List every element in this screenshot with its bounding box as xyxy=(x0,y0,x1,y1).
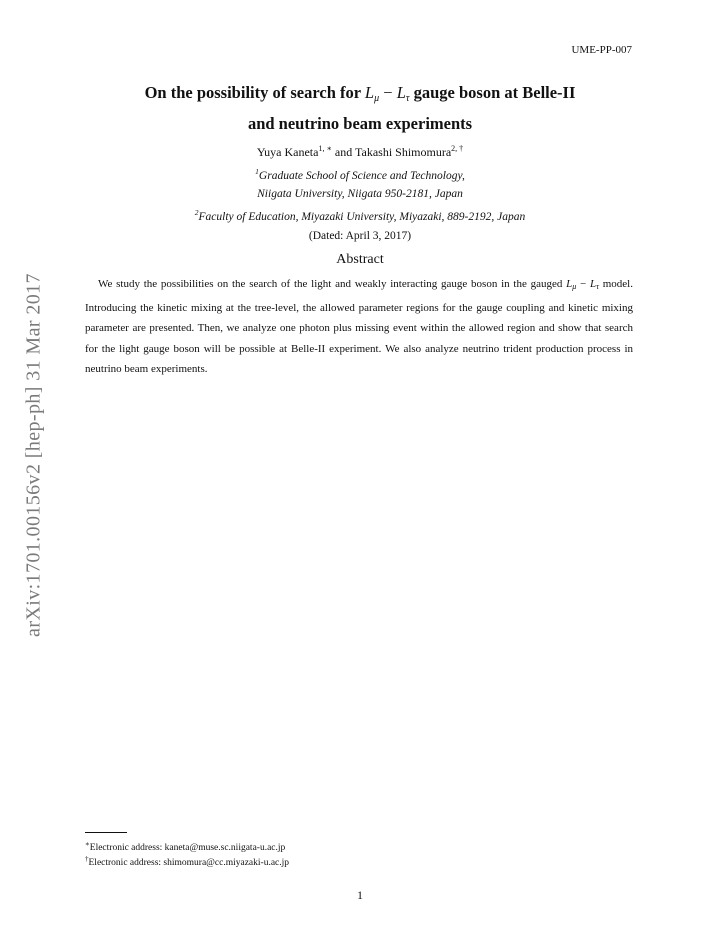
title-line-2: and neutrino beam experiments xyxy=(247,114,473,133)
title-text-a: On the possibility of search for xyxy=(144,83,365,102)
title-text-b: gauge boson at Belle-II xyxy=(409,83,576,102)
author-shimomura: Takashi Shimomura xyxy=(355,145,452,159)
author-kaneta: Yuya Kaneta xyxy=(256,145,319,159)
abstract-text: We study the possibilities on the search of the light and weakly interacting gauge boson in the gauged Lμ − Lτ model. Introducing the kinetic mixing at the tree-level, the allowed parameter regions for the gauge coupling and kinetic mixing parameter are presented. Then, we analyze one photon plus missing event within the allowed region and show that search for the light gauge boson will be possible at Belle-II experiment. We also analyze neutrino trident production process in neutrino beam experiments. xyxy=(85,278,633,375)
abstract-heading: Abstract xyxy=(336,252,384,267)
title-symbol-L-tau: $L_\tau$ xyxy=(396,83,410,104)
footnote-rule xyxy=(85,832,127,833)
paper-title xyxy=(84,80,636,136)
arxiv-identifier-stamp: arXiv:1701.00156v2 [hep-ph] 31 Mar 2017 xyxy=(22,273,45,637)
affiliation-line-2: Niigata University, Niigata 950-2181, Japan xyxy=(257,188,463,200)
abstract-symbol-L-mu: Lμ xyxy=(566,278,577,291)
author-kaneta-marks: 1, ∗ xyxy=(318,144,332,153)
author-shimomura-marks: 2, † xyxy=(451,144,464,153)
affiliation-line-3: $^2$Faculty of Education, Miyazaki University, Miyazaki, 889-2192, Japan xyxy=(194,208,526,223)
title-line-1 xyxy=(84,80,636,111)
footnote-shimomura-email: †Electronic address: shimomura@cc.miyazaki-u.ac.jp xyxy=(85,855,290,869)
title-minus: − xyxy=(379,83,397,102)
footnote-kaneta-email: ∗Electronic address: kaneta@muse.sc.niigata-u.ac.jp xyxy=(85,840,286,854)
abstract-symbol-L-tau: Lτ xyxy=(589,278,599,291)
affiliation-line-1: $^1$Graduate School of Science and Technology, xyxy=(255,167,465,182)
author-conjunction: and xyxy=(331,145,356,159)
page-number: 1 xyxy=(357,888,363,902)
date-line: (Dated: April 3, 2017) xyxy=(308,230,412,242)
title-symbol-L-mu: $L_\mu$ xyxy=(364,83,380,104)
author-list xyxy=(84,144,636,160)
report-number: UME-PP-007 xyxy=(571,44,632,56)
